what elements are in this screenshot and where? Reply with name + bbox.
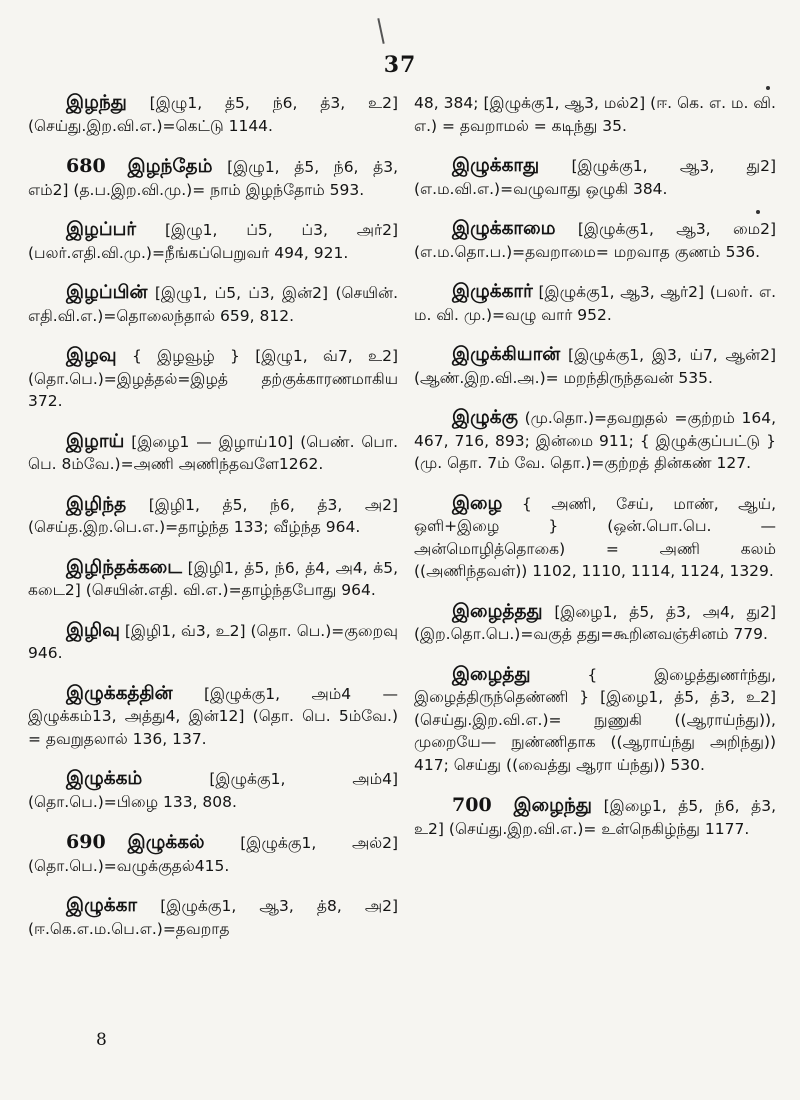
headword: இழிவு: [66, 619, 120, 641]
dictionary-entry: [28, 431, 398, 476]
dictionary-entry: [414, 281, 776, 326]
dictionary-entry: [414, 155, 776, 200]
ink-speck: [766, 86, 770, 90]
entry-definition: [இழை1 — இழாய்10] (பெண். பொ. பெ. 8ம்வே.)=அணி அணிந்தவளே1262.: [28, 432, 398, 473]
signature-mark: 8: [96, 1030, 107, 1050]
entry-number: 690: [66, 831, 106, 853]
dictionary-entry: [28, 831, 398, 877]
headword: இழந்தேம்: [127, 156, 213, 177]
headword: இழிந்த: [66, 493, 127, 515]
right-column: [414, 92, 776, 858]
headword: இழுக்கா: [66, 895, 138, 916]
dictionary-entry: [28, 219, 398, 264]
dictionary-entry: [28, 494, 398, 539]
headword: இழப்பின்: [66, 282, 148, 303]
entry-definition: [இழு1, ப்5, ப்3, இன்2] (செயின். எதி.வி.எ.)=தொலைந்தால் 659, 812.: [28, 284, 398, 325]
dictionary-entry: [414, 344, 776, 389]
headword: இழை: [452, 492, 503, 514]
headword: இழைந்து: [513, 795, 592, 816]
entry-definition: [இழுக்கு1, ஆ3, ஆர்2] (பலர். எ. ம. வி. மு.)=வழு வார் 952.: [414, 283, 776, 324]
page-number: 37: [383, 52, 417, 78]
headword: இழவு: [66, 345, 117, 366]
entry-definition: [இழு1, த்5, ந்6, த்3, எம்2] (த.ப.இற.வி.மு.)= நாம் இழந்தோம் 593.: [28, 158, 398, 199]
entry-definition: { அணி, சேய், மாண், ஆய், ஒளி+இழை } (ஒன்.பொ.பெ. — அன்மொழித்தொகை) = அணி கலம் ((அணிந்தவள்)) 1102, 1110, 1114, 1124, 1329.: [414, 494, 776, 580]
dictionary-entry: [414, 664, 776, 777]
entry-definition: [இழுக்கு1, ஆ3, மை2] (எ.ம.தொ.ப.)=தவறாமை= மறவாத குணம் 536.: [414, 220, 776, 261]
dictionary-entry: [414, 92, 776, 137]
entry-definition: 48, 384; [இழுக்கு1, ஆ3, மல்2] (ஈ. கெ. எ. ம. வி. எ.) = தவறாமல் = கடிந்து 35.: [414, 94, 776, 135]
headword: இழிந்தக்கடை: [66, 556, 183, 578]
dictionary-entry: [28, 345, 398, 413]
scan-mark: [377, 18, 384, 44]
entry-definition: [இழுக்கு1, அம்4] (தொ.பெ.)=பிழை 133, 808.: [28, 770, 398, 811]
headword: இழாய்: [66, 430, 125, 452]
entry-definition: [இழி1, த்5, ந்6, த்3, அ2] (செய்த.இற.பெ.எ.)=தாழ்ந்த 133; வீழ்ந்த 964.: [28, 495, 398, 536]
dictionary-entry: [28, 282, 398, 327]
dictionary-entry: [28, 768, 398, 813]
entry-definition: [இழுக்கு1, இ3, ய்7, ஆன்2] (ஆண்.இற.வி.அ.)= மறந்திருந்தவன் 535.: [414, 346, 776, 387]
headword: இழுக்காமை: [452, 218, 556, 239]
headword: இழுக்கியான்: [452, 344, 561, 365]
headword: இழுக்கத்தின்: [66, 682, 173, 704]
entry-definition: [இழுக்கு1, அம்4 — இழுக்கம்13, அத்து4, இன்12] (தொ. பெ. 5ம்வே.) = தவறுதலால் 136, 137.: [28, 684, 398, 748]
dictionary-entry: [28, 155, 398, 201]
entry-definition: [இழுக்கு1, ஆ3, து2] (எ.ம.வி.எ.)=வழுவாது ஒழுகி 384.: [414, 157, 776, 198]
entry-definition: [இழி1, வ்3, உ2] (தொ. பெ.)=குறைவு 946.: [28, 621, 398, 662]
entry-definition: (மு.தொ.)=தவறுதல் =குற்றம் 164, 467, 716, 893; இன்மை 911; { இழுக்குப்பட்டு } (மு. தொ. 7ம் வே. தொ.)=குற்றத் தின்கண் 127.: [414, 409, 776, 472]
dictionary-entry: [28, 620, 398, 665]
entry-definition: { இழைத்துணர்ந்து, இழைத்திருந்தெண்ணி } [இழை1, த்5, த்3, உ2] (செய்து.இற.வி.எ.)= நுணுகி ((ஆராய்ந்து)), முறையே— நுண்ணிதாக ((ஆராய்ந்து அறிந்து)) 417; செய்து ((வைத்து ஆரா ய்ந்து)) 530.: [414, 665, 776, 774]
dictionary-entry: [28, 683, 398, 751]
entry-definition: { இழவூழ் } [இழு1, வ்7, உ2] (தொ.பெ.)=இழத்தல்=இழத் தற்குக்காரணமாகிய 372.: [28, 347, 398, 410]
ink-speck: [756, 210, 760, 214]
headword: இழைத்தது: [452, 600, 543, 622]
dictionary-entry: [414, 407, 776, 475]
headword: இழைத்து: [452, 663, 531, 685]
dictionary-entry: [414, 794, 776, 840]
entry-definition: [இழு1, த்5, ந்6, த்3, உ2] (செய்து.இற.வி.எ.)=கெட்டு 1144.: [28, 94, 398, 135]
headword: இழுக்கல்: [127, 832, 205, 853]
dictionary-entry: [28, 895, 398, 940]
dictionary-entry: [414, 493, 776, 583]
entry-definition: [இழி1, த்5, ந்6, த்4, அ4, க்5, கடை2] (செயின்.எதி. வி.எ.)=தாழ்ந்தபோது 964.: [28, 558, 398, 599]
entry-number: 700: [452, 794, 492, 816]
headword: இழுக்கார்: [452, 281, 533, 302]
headword: இழந்து: [66, 92, 127, 113]
headword: இழுக்காது: [452, 155, 540, 176]
headword: இழுக்கு: [452, 407, 518, 428]
entry-number: 680: [66, 155, 106, 177]
dictionary-entry: [414, 218, 776, 263]
dictionary-entry: [414, 601, 776, 646]
entry-definition: [இழுக்கு1, ஆ3, த்8, அ2] (ஈ.கெ.எ.ம.பெ.எ.)=தவறாத: [28, 897, 398, 938]
entry-definition: [இழு1, ப்5, ப்3, அர்2] (பலர்.எதி.வி.மு.)=நீங்கப்பெறுவர் 494, 921.: [28, 221, 398, 262]
dictionary-entry: [28, 92, 398, 137]
entry-definition: [இழுக்கு1, அல்2] (தொ.பெ.)=வழுக்குதல்415.: [28, 834, 398, 875]
dictionary-entry: [28, 557, 398, 602]
left-column: [28, 92, 398, 958]
headword: இழப்பர்: [66, 219, 137, 240]
entry-definition: [இழை1, த்5, த்3, அ4, து2] (இற.தொ.பெ.)=வகுத் தது=கூறினவஞ்சினம் 779.: [414, 602, 776, 643]
headword: இழுக்கம்: [66, 768, 143, 789]
entry-definition: [இழை1, த்5, ந்6, த்3, உ2] (செய்து.இற.வி.எ.)= உள்நெகிழ்ந்து 1177.: [414, 797, 776, 838]
